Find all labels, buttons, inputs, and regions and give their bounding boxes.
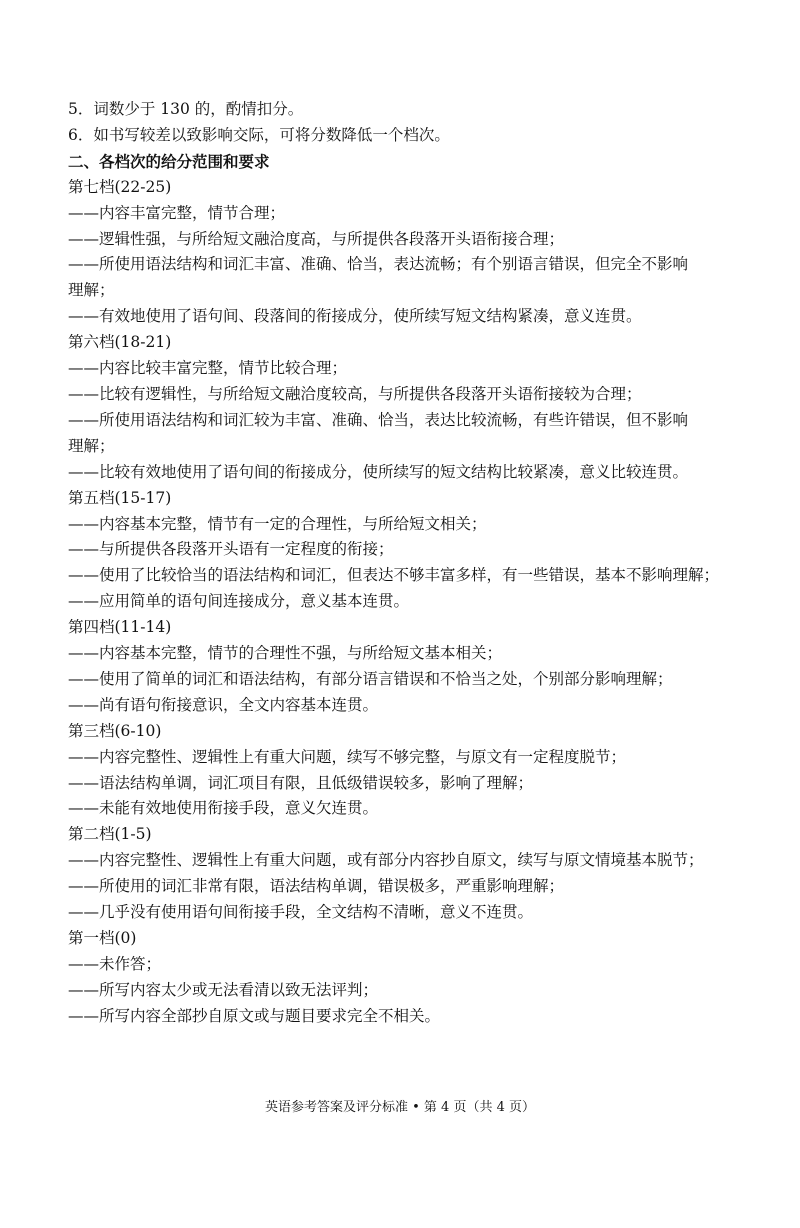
text-line: ——逻辑性强，与所给短文融洽度高，与所提供各段落开头语衔接合理； [68, 229, 565, 248]
text-line: 理解； [68, 281, 115, 300]
text-line: ——几乎没有使用语句间衔接手段，全文结构不清晰，意义不连贯。 [68, 903, 534, 922]
text-line: ——所写内容太少或无法看清以致无法评判； [68, 980, 379, 999]
text-line: ——语法结构单调，词汇项目有限，且低级错误较多，影响了理解； [68, 773, 534, 792]
text-line: 第四档(11-14) [68, 618, 172, 637]
text-line: ——内容完整性、逻辑性上有重大问题，或有部分内容抄自原文，续写与原文情境基本脱节； [68, 851, 704, 870]
text-line: ——比较有逻辑性，与所给短文融洽度较高，与所提供各段落开头语衔接较为合理； [68, 384, 642, 403]
text-line: ——使用了简单的词汇和语法结构，有部分语言错误和不恰当之处，个别部分影响理解； [68, 669, 673, 688]
text-line: 第三档(6-10) [68, 721, 162, 740]
text-line: ——内容丰富完整，情节合理； [68, 203, 286, 222]
text-line: ——使用了比较恰当的语法结构和词汇，但表达不够丰富多样，有一些错误，基本不影响理解； [68, 566, 720, 585]
text-line: ——未能有效地使用衔接手段，意义欠连贯。 [68, 799, 379, 818]
text-line: ——内容基本完整，情节的合理性不强，与所给短文基本相关； [68, 644, 503, 663]
text-line: ——所使用的词汇非常有限，语法结构单调，错误极多，严重影响理解； [68, 877, 565, 896]
text-line: 第五档(15-17) [68, 488, 172, 507]
page-footer: 英语参考答案及评分标准 • 第 4 页（共 4 页） [264, 1100, 535, 1115]
text-line: ——比较有效地使用了语句间的衔接成分，使所续写的短文结构比较紧凑，意义比较连贯。 [68, 462, 689, 481]
text-line: ——内容比较丰富完整，情节比较合理； [68, 359, 348, 378]
text-line: 6．如书写较差以致影响交际，可将分数降低一个档次。 [68, 125, 450, 144]
text-line: ——应用简单的语句间连接成分，意义基本连贯。 [68, 592, 410, 611]
document-body [68, 97, 750, 1030]
text-line: ——所写内容全部抄自原文或与题目要求完全不相关。 [68, 1006, 441, 1025]
text-line: ——未作答； [68, 954, 162, 973]
text-line: ——内容完整性、逻辑性上有重大问题，续写不够完整，与原文有一定程度脱节； [68, 747, 627, 766]
text-line: ——有效地使用了语句间、段落间的衔接成分，使所续写短文结构紧凑，意义连贯。 [68, 307, 642, 326]
text-line: 第七档(22-25) [68, 177, 172, 196]
text-line: ——尚有语句衔接意识，全文内容基本连贯。 [68, 695, 379, 714]
text-line: ——所使用语法结构和词汇较为丰富、准确、恰当，表达比较流畅，有些许错误，但不影响 [68, 410, 689, 429]
text-line: 第六档(18-21) [68, 333, 172, 352]
section-heading: 二、各档次的给分范围和要求 [68, 151, 270, 171]
text-line: ——内容基本完整，情节有一定的合理性，与所给短文相关； [68, 514, 487, 533]
text-line: 5．词数少于 130 的，酌情扣分。 [68, 100, 304, 118]
text-line: 第一档(0) [68, 929, 137, 947]
text-line: ——与所提供各段落开头语有一定程度的衔接； [68, 540, 394, 559]
text-line: 第二档(1-5) [68, 825, 152, 844]
text-line: 理解； [68, 436, 115, 455]
text-line: ——所使用语法结构和词汇丰富、准确、恰当，表达流畅；有个别语言错误，但完全不影响 [68, 255, 689, 274]
